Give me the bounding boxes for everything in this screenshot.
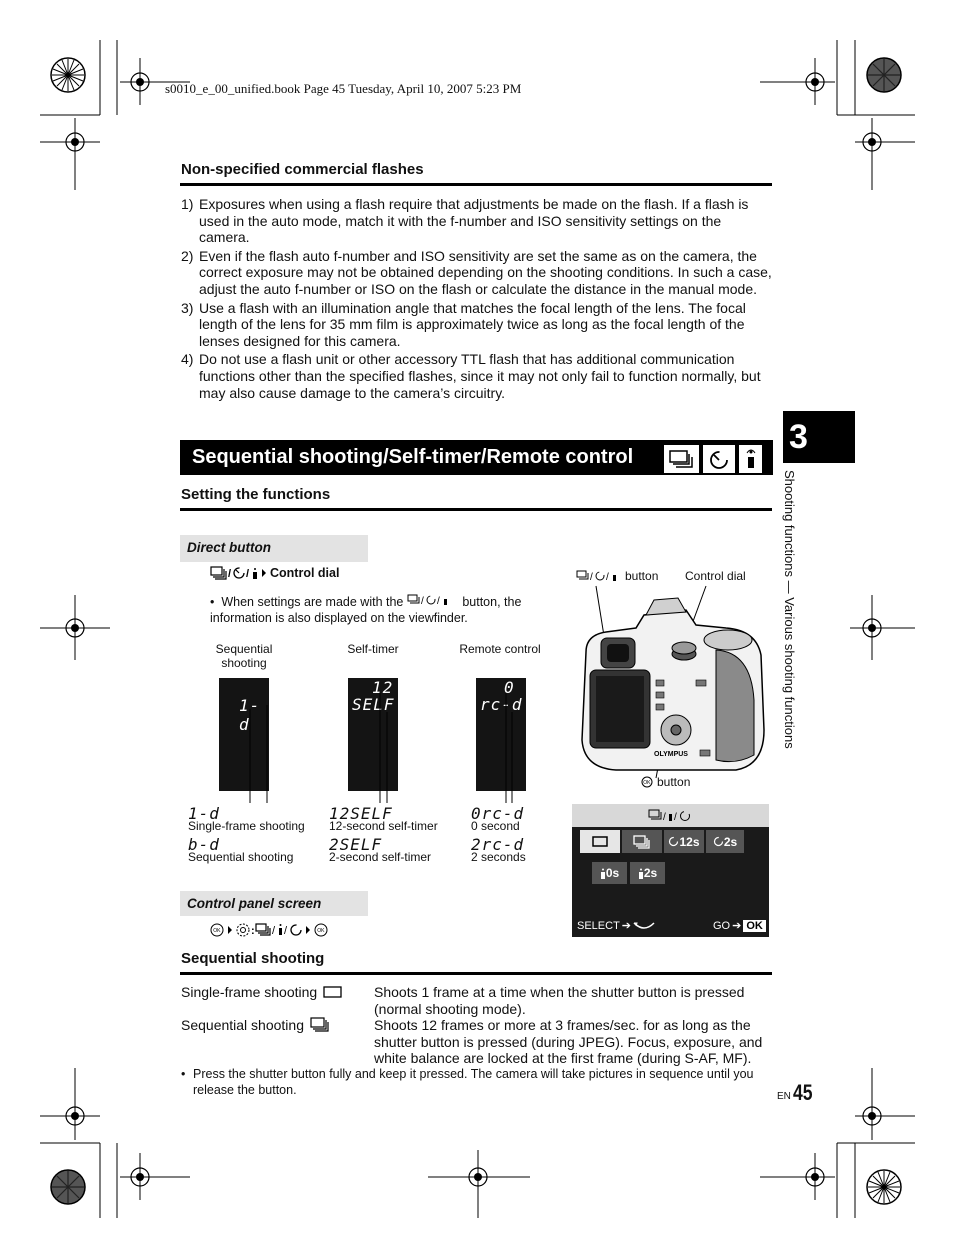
viewfinder-lcd-remote: 0 rc-d (476, 678, 526, 791)
flash-list (181, 196, 773, 403)
svg-text:/: / (246, 568, 250, 580)
mode-desc: 0 second (471, 819, 520, 833)
label-sequential: Sequential shooting (215, 642, 273, 670)
viewfinder-lcd-self-timer: 12 SELF (348, 678, 398, 791)
svg-text:OK: OK (213, 928, 221, 934)
term-single-frame: Single-frame shooting (181, 984, 343, 1001)
control-dial-text: Control dial (270, 566, 340, 580)
svg-text:OK: OK (317, 928, 325, 934)
section-banner (180, 440, 773, 475)
remote-2s-option[interactable]: 2s (630, 862, 665, 884)
remote-control-icon (738, 444, 763, 474)
camera-brand: OLYMPUS (654, 751, 688, 758)
panel-header (572, 804, 769, 827)
svg-text:/: / (420, 596, 424, 606)
mode-code: 0rc-d (471, 804, 525, 823)
arrow-right-icon: ➔ (732, 920, 742, 932)
banner-title: Sequential shooting/Self-timer/Remote control (192, 446, 634, 468)
control-panel-instruction (210, 922, 345, 938)
sequential-option[interactable] (622, 830, 662, 853)
desc-single-frame: Shoots 1 frame at a time when the shutter button is pressed (normal shooting mode). (374, 984, 745, 1017)
print-header: s0010_e_00_unified.book Page 45 Tuesday, April 10, 2007 5:23 PM (165, 81, 522, 96)
mode-code: 1-d (188, 804, 220, 823)
section-rule (180, 508, 772, 511)
svg-text:/: / (673, 811, 677, 823)
drive-mode-icons (210, 566, 268, 580)
svg-text:OK: OK (643, 780, 651, 786)
control-dial-label: Control dial (685, 569, 746, 583)
svg-text:/: / (284, 925, 288, 937)
camera-button-label: / / button (576, 569, 658, 583)
svg-text:/: / (436, 596, 440, 606)
section-rule (180, 183, 772, 186)
mode-desc: Sequential shooting (188, 850, 294, 864)
sequential-shooting-icon (663, 444, 700, 474)
mode-code: 2rc-d (471, 835, 525, 854)
flash-item: 1) Exposures when using a flash require that adjustments be made on the flash. If a flash is used in the auto mode, match it with the f-number and ISO sensitivity settings on the camera. (181, 196, 749, 246)
svg-text:/: / (590, 572, 593, 582)
drive-mode-icons (648, 809, 694, 823)
camera-illustration (576, 580, 776, 780)
single-frame-option[interactable] (580, 830, 620, 853)
flash-item: 3) Use a flash with an illumination angle that matches the focal length of the lens. The focal length of the lens for 35 mm film is approximately twice as long as the focal length of the lenses designed for this camera. (181, 299, 746, 349)
svg-text:/: / (606, 572, 609, 582)
self-timer-12s-option[interactable]: 12s (664, 830, 704, 853)
self-timer-icon (702, 444, 736, 474)
section-rule (180, 972, 772, 975)
sequential-shooting-icon (310, 1017, 332, 1033)
arrow-right-icon: ➔ (621, 920, 632, 932)
direct-button-box: Direct button (180, 535, 368, 562)
page-number: 45 (793, 1080, 813, 1105)
viewfinder-bullet: • When settings are made with the / / button, the information is also displayed on the viewfinder. (210, 595, 522, 625)
drive-mode-icons (407, 594, 459, 606)
panel-go-hint: GO ➔ OK (713, 919, 766, 932)
desc-sequential: Shoots 12 frames or more at 3 frames/sec. for as long as the shutter button is pressed (during JPEG). Focus, exposure, and white balance are locked at the first frame (during S-AF, MF). (374, 1017, 763, 1067)
ok-icon (641, 776, 653, 788)
label-self-timer: Self-timer (347, 642, 399, 656)
mode-desc: Single-frame shooting (188, 819, 305, 833)
dial-icon (633, 921, 655, 931)
mode-code: 2SELF (329, 835, 383, 854)
mode-desc: 12-second self-timer (329, 819, 438, 833)
self-timer-2s-option[interactable]: 2s (706, 830, 744, 853)
svg-text::: : (251, 925, 255, 937)
panel-select-hint: SELECT ➔ (577, 919, 655, 932)
sequential-note: • Press the shutter button fully and keep it pressed. The camera will take pictures in sequence until you release the button. (181, 1067, 754, 1097)
setting-title: Setting the functions (181, 486, 331, 503)
svg-text:/: / (272, 925, 276, 937)
footer-lang: EN (777, 1091, 791, 1102)
label-remote: Remote control (459, 642, 541, 656)
flash-item: 2) Even if the flash auto f-number and ISO sensitivity are set the same as on the camera, the correct exposure may not be obtained depending on the shooting conditions. In such a case, adjust the auto f-number or ISO on the flash or calculate the distance in the manual mode. (181, 247, 772, 297)
control-panel-box: Control panel screen (180, 891, 368, 916)
mode-desc: 2-second self-timer (329, 850, 432, 864)
mode-desc: 2 seconds (471, 850, 526, 864)
flash-item: 4) Do not use a flash unit or other accessory TTL flash that has additional communication functions other than the specified flashes, since it may not only fail to function normally, but may also cause damage to the camera’s circuitry. (181, 351, 761, 401)
ok-button-label: OK button (641, 775, 690, 789)
term-sequential: Sequential shooting (181, 1017, 332, 1034)
remote-0s-option[interactable]: 0s (592, 862, 627, 884)
mode-code: b-d (188, 835, 220, 854)
viewfinder-lcd-sequential: 1-d (219, 678, 269, 791)
self-timer-icon (713, 836, 724, 847)
mode-code: 12SELF (329, 804, 393, 823)
self-timer-icon (668, 836, 679, 847)
sequential-title: Sequential shooting (181, 950, 325, 967)
ok-badge: OK (743, 920, 766, 932)
chapter-side-text: Shooting functions — Various shooting functions (782, 470, 797, 749)
control-panel-screen (572, 804, 769, 937)
single-frame-icon (323, 986, 343, 998)
chapter-tab: 3 (783, 411, 855, 463)
direct-instruction (210, 566, 339, 580)
svg-text:/: / (662, 811, 666, 823)
svg-text:/: / (228, 568, 232, 580)
flash-section-title: Non-specified commercial flashes (181, 161, 424, 178)
